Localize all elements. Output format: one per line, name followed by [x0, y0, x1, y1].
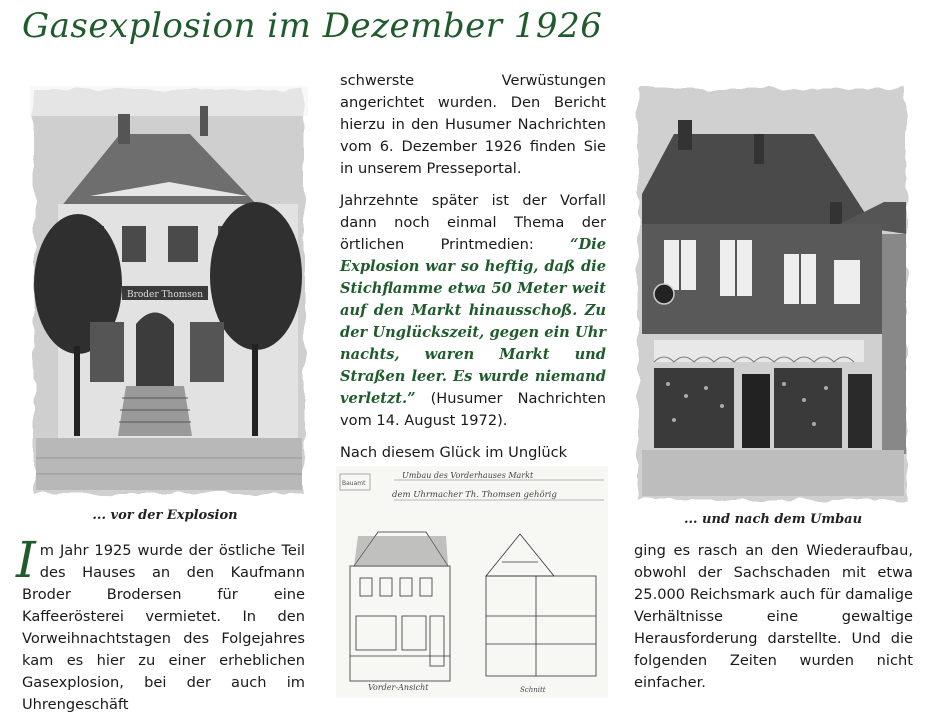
paragraph-right: ging es rasch an den Wiederaufbau, obwohl der Sachschaden mit etwa 25.000 Reichsmark auch für damalige Verhältnisse eine gewaltige Herausforderung darstellte. Und die folgenden Zeiten wurden nicht einfacher.	[634, 542, 913, 691]
dropcap: I	[16, 531, 36, 589]
shop-sign: Broder Thomsen	[126, 290, 204, 300]
paragraph-left: m Jahr 1925 wurde der östliche Teil des Hauses an den Kaufmann Broder Brodersen für eine Kaffeerösterei vermietet. In den Vorweihnachtstagen des Folgejahres kam es hier zu einer erheblichen Gasexplosion, bei der auch im Uhrengeschäft	[22, 542, 305, 713]
blueprint-label-section: Schnitt	[520, 686, 546, 694]
press-quote: “Die Explosion war so heftig, daß die Stichflamme etwa 50 Meter weit auf den Markt hinausschoß. Zu der Unglückszeit, gegen ein Uhr nachts, waren Markt und Straßen leer. Es wurde niemand verletzt.”	[340, 236, 606, 407]
caption-after: ... und nach dem Umbau	[683, 512, 863, 527]
blueprint-header-2: dem Uhrmacher Th. Thomsen gehörig	[392, 490, 557, 500]
left-text-column	[16, 531, 305, 726]
caption-before: ... vor der Explosion	[92, 508, 238, 523]
paragraph-press-intro: Jahrzehnte später ist der Vorfall dann noch einmal Thema der örtlichen Printmedien:	[340, 192, 606, 253]
paragraph-transition: Nach diesem Glück im Unglück	[340, 444, 568, 461]
right-text-column	[634, 540, 913, 704]
blueprint-label-front: Vorder-Ansicht	[368, 683, 429, 692]
blueprint-header-1: Umbau des Vorderhauses Markt	[402, 471, 534, 480]
paragraph-press	[340, 190, 606, 432]
photo-after-renovation	[634, 84, 910, 504]
page-title: Gasexplosion im Dezember 1926	[22, 6, 603, 46]
blueprint-drawing	[336, 466, 608, 698]
middle-text-column	[340, 70, 606, 474]
paragraph-press-source: (Husumer Nachrichten vom 14. August 1972).	[340, 390, 606, 429]
blueprint-stamp: Bauamt	[342, 480, 366, 487]
paragraph-report: schwerste Verwüstungen angerichtet wurden. Den Bericht hierzu in den Husumer Nachrichten vom 6. Dezember 1926 finden Sie in unserem Presseportal.	[340, 72, 606, 177]
photo-before-explosion	[30, 86, 308, 498]
